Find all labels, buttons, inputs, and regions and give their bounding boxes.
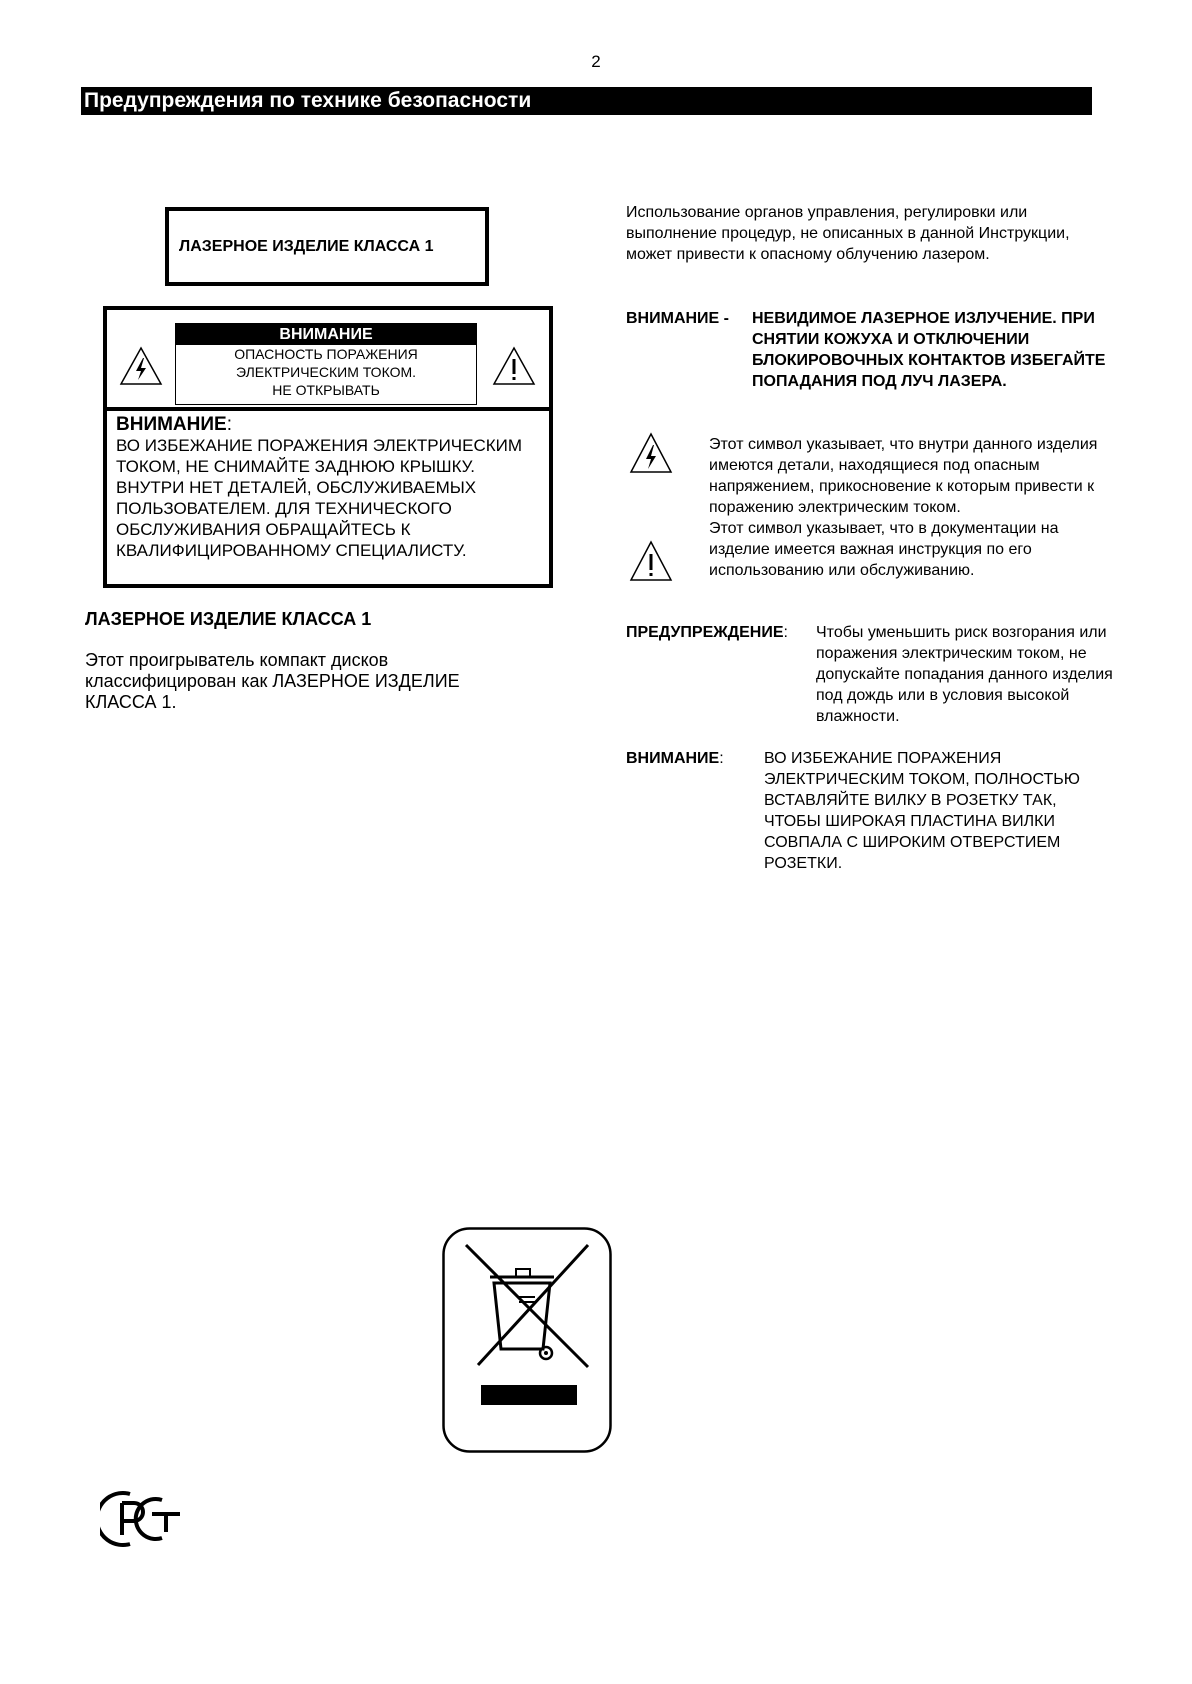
laser-class-heading: ЛАЗЕРНОЕ ИЗДЕЛИЕ КЛАССА 1 (85, 609, 372, 629)
fire-warning-label: ПРЕДУПРЕЖДЕНИЕ (626, 624, 784, 641)
shock-warning-line: НЕ ОТКРЫВАТЬ (272, 382, 380, 398)
plug-caution-text: ВО ИЗБЕЖАНИЕ ПОРАЖЕНИЯ ЭЛЕКТРИЧЕСКИМ ТОКОМ, ПОЛНОСТЬЮ ВСТАВЛЯЙТЕ ВИЛКУ В РОЗЕТКУ ТАК, ЧТОБЫ ШИРОКАЯ ПЛАСТИНА ВИЛКИ СОВПАЛА С ШИРОКИМ ОТВЕРСТИЕМ РОЗЕТКИ. (764, 750, 1080, 872)
rst-certification-icon (100, 1490, 184, 1548)
caution-text: ВО ИЗБЕЖАНИЕ ПОРАЖЕНИЯ ЭЛЕКТРИЧЕСКИМ ТОКОМ, НЕ СНИМАЙТЕ ЗАДНЮЮ КРЫШКУ. ВНУТРИ НЕТ ДЕТАЛЕЙ, ОБСЛУЖИВАЕМЫХ ПОЛЬЗОВАТЕЛЕМ. ДЛЯ ТЕХНИЧЕСКОГО ОБСЛУЖИВАНИЯ ОБРАЩАЙТЕСЬ К КВАЛИФИЦИРОВАННОМУ СПЕЦИАЛИСТУ. (116, 436, 523, 560)
exclamation-triangle-icon (629, 540, 673, 584)
laser-caution-text: НЕВИДИМОЕ ЛАЗЕРНОЕ ИЗЛУЧЕНИЕ. ПРИ СНЯТИИ КОЖУХА И ОТКЛЮЧЕНИИ БЛОКИРОВОЧНЫХ КОНТАКТОВ ИЗБЕГАЙТЕ ПОПАДАНИЯ ПОД ЛУЧ ЛАЗЕРА. (752, 310, 1106, 390)
laser-class-label-text: ЛАЗЕРНОЕ ИЗДЕЛИЕ КЛАССА 1 (179, 237, 434, 255)
page-title: Предупреждения по технике безопасности (81, 87, 1092, 115)
exclamation-symbol-text: Этот символ указывает, что в документации на изделие имеется важная инструкция по его использованию или обслуживанию. (709, 520, 1059, 579)
shock-warning-label (175, 323, 477, 405)
lightning-triangle-icon (119, 346, 163, 386)
shock-warning-line: ЭЛЕКТРИЧЕСКИМ ТОКОМ. (235, 364, 417, 380)
lightning-triangle-icon (629, 432, 673, 476)
shock-warning-header: ВНИМАНИЕ (176, 324, 476, 345)
laser-class-label (165, 207, 489, 286)
laser-intro-text: Использование органов управления, регулировки или выполнение процедур, не описанных в данной Инструкции, может привести к опасному облучению лазером. (626, 204, 1070, 263)
fire-warning-text: Чтобы уменьшить риск возгорания или поражения электрическим током, не допускайте попадания данного изделия под дождь или в условия высокой влажности. (816, 624, 1113, 725)
lightning-symbol-text: Этот символ указывает, что внутри данного изделия имеются детали, находящиеся под опасным напряжением, прикосновение к которым привести к поражению электрическим током. (709, 436, 1098, 516)
exclamation-triangle-icon (492, 346, 536, 386)
shock-warning-top (107, 310, 549, 411)
laser-caution-label: ВНИМАНИЕ - (626, 310, 729, 327)
plug-caution-label: ВНИМАНИЕ (626, 750, 720, 767)
shock-warning-line: ОПАСНОСТЬ ПОРАЖЕНИЯ (234, 346, 418, 362)
crossed-bin-icon (442, 1227, 612, 1453)
caution-title: ВНИМАНИЕ (116, 414, 227, 435)
laser-class-text: Этот проигрыватель компакт дисков классифицирован как ЛАЗЕРНОЕ ИЗДЕЛИЕ КЛАССА 1. (85, 650, 460, 712)
shock-warning-panel (103, 306, 553, 588)
symbols-explanation (709, 434, 1109, 581)
shock-warning-body: ВНИМАНИЕ: ВО ИЗБЕЖАНИЕ ПОРАЖЕНИЯ ЭЛЕКТРИЧЕСКИМ ТОКОМ, НЕ СНИМАЙТЕ ЗАДНЮЮ КРЫШКУ. ВНУТРИ НЕТ ДЕТАЛЕЙ, ОБСЛУЖИВАЕМЫХ ПОЛЬЗОВАТЕЛЕМ. ДЛЯ ТЕХНИЧЕСКОГО ОБСЛУЖИВАНИЯ ОБРАЩАЙТЕСЬ К КВАЛИФИЦИРОВАННОМУ СПЕЦИАЛИСТУ. (116, 414, 543, 561)
page-number: 2 (591, 52, 601, 71)
